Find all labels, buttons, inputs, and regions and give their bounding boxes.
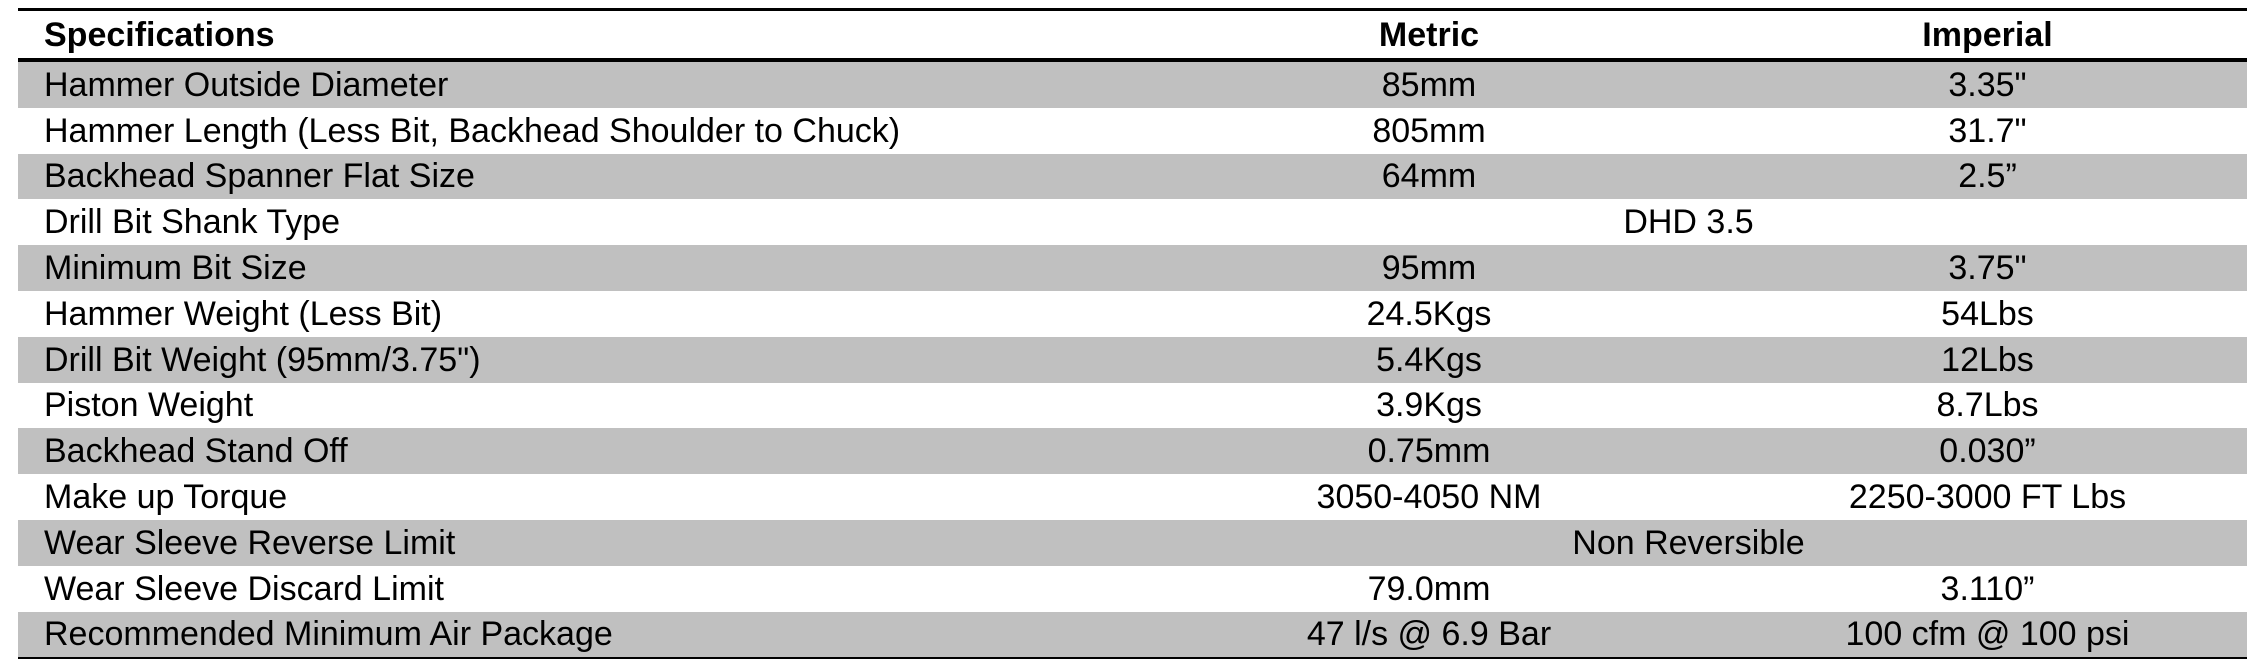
spec-name: Recommended Minimum Air Package bbox=[18, 612, 1130, 659]
metric-value: 85mm bbox=[1130, 60, 1728, 108]
metric-value: 79.0mm bbox=[1367, 569, 1491, 608]
table-row bbox=[18, 337, 2247, 383]
metric-value: 5.4Kgs bbox=[1130, 337, 1728, 383]
combined-value: Non Reversible bbox=[1130, 520, 2247, 566]
table-row bbox=[18, 428, 2247, 474]
table-row bbox=[18, 520, 2247, 566]
imperial-value: 12Lbs bbox=[1728, 337, 2247, 383]
metric-value: 64mm bbox=[1130, 154, 1728, 200]
metric-value: 3050-4050 NM bbox=[1316, 478, 1542, 517]
imperial-value: 2250-3000 FT Lbs bbox=[1848, 478, 2127, 517]
spec-name: Wear Sleeve Discard Limit bbox=[44, 569, 444, 608]
table-row bbox=[18, 291, 2247, 337]
spec-name: Hammer Weight (Less Bit) bbox=[44, 294, 443, 333]
spec-name: Minimum Bit Size bbox=[18, 245, 1130, 291]
imperial-value: 31.7" bbox=[1948, 111, 2027, 150]
imperial-value: 3.110” bbox=[1940, 569, 2035, 608]
metric-value: 3.9Kgs bbox=[1376, 386, 1482, 425]
spec-name: Make up Torque bbox=[44, 478, 288, 517]
spec-name: Hammer Length (Less Bit, Backhead Shoulder to Chuck) bbox=[44, 111, 901, 150]
imperial-value: 8.7Lbs bbox=[1936, 386, 2039, 425]
metric-value: 95mm bbox=[1130, 245, 1728, 291]
spec-name: Drill Bit Weight (95mm/3.75") bbox=[18, 337, 1130, 383]
table-row bbox=[18, 566, 2247, 612]
imperial-value: 100 cfm @ 100 psi bbox=[1728, 612, 2247, 659]
table-row bbox=[18, 474, 2247, 520]
imperial-value: 2.5” bbox=[1728, 154, 2247, 200]
spec-name: Drill Bit Shank Type bbox=[44, 203, 341, 242]
metric-value: 0.75mm bbox=[1130, 428, 1728, 474]
imperial-value: 3.35" bbox=[1728, 60, 2247, 108]
header-metric: Metric bbox=[1130, 10, 1728, 61]
table-header-row bbox=[18, 10, 2247, 61]
spec-name: Backhead Stand Off bbox=[18, 428, 1130, 474]
spec-name: Hammer Outside Diameter bbox=[18, 60, 1130, 108]
table-row bbox=[18, 245, 2247, 291]
table-row bbox=[18, 199, 2247, 245]
table-row bbox=[18, 383, 2247, 429]
spec-name: Backhead Spanner Flat Size bbox=[18, 154, 1130, 200]
header-imperial: Imperial bbox=[1728, 10, 2247, 61]
metric-value: 24.5Kgs bbox=[1366, 294, 1492, 333]
table-row bbox=[18, 154, 2247, 200]
spec-name: Wear Sleeve Reverse Limit bbox=[18, 520, 1130, 566]
imperial-value: 54Lbs bbox=[1941, 294, 2034, 333]
combined-value: DHD 3.5 bbox=[1623, 203, 1754, 242]
table-row bbox=[18, 108, 2247, 154]
header-specifications: Specifications bbox=[18, 10, 1130, 61]
table-row bbox=[18, 60, 2247, 108]
imperial-value: 0.030” bbox=[1728, 428, 2247, 474]
metric-value: 47 l/s @ 6.9 Bar bbox=[1130, 612, 1728, 659]
specifications-table bbox=[18, 8, 2247, 659]
metric-value: 805mm bbox=[1372, 111, 1486, 150]
imperial-value: 3.75" bbox=[1728, 245, 2247, 291]
spec-name: Piston Weight bbox=[44, 386, 254, 425]
spec-sheet bbox=[18, 0, 2247, 657]
table-row bbox=[18, 612, 2247, 659]
